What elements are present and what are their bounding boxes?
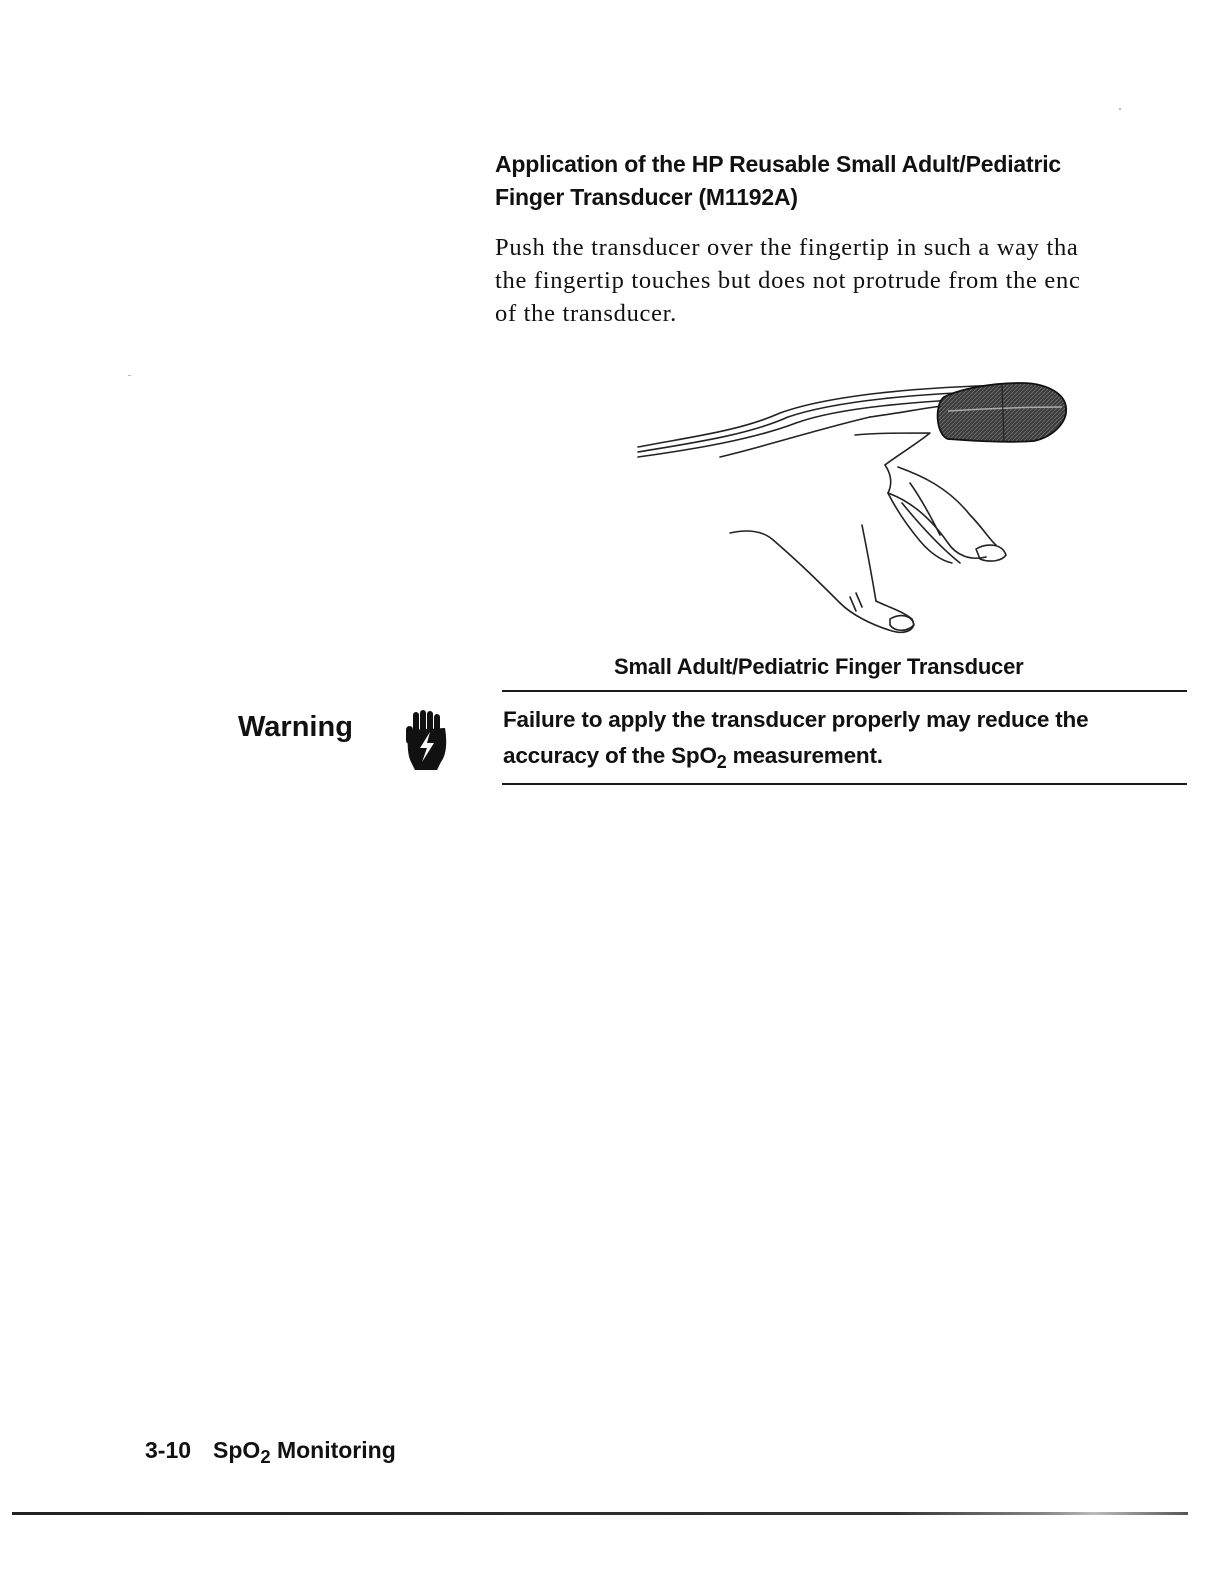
warning-message-line-2-end: measurement. — [726, 743, 883, 768]
footer-divider — [12, 1512, 1188, 1515]
finger-transducer-sleeve — [938, 383, 1067, 442]
chapter-title-start: SpO — [213, 1437, 261, 1463]
warning-message-subscript: 2 — [716, 752, 727, 773]
section-heading-line-2: Finger Transducer (M1192A) — [495, 184, 798, 210]
warning-top-divider — [502, 690, 1187, 692]
scan-speck — [1119, 108, 1121, 110]
warning-message — [503, 702, 1193, 774]
hand-with-finger-transducer-illustration — [630, 375, 1080, 650]
hand-lightning-warning-icon — [403, 710, 449, 772]
chapter-title-subscript: 2 — [260, 1446, 271, 1468]
section-heading-line-1: Application of the HP Reusable Small Adult/Pediatric — [495, 151, 1061, 177]
page-number: 3-10 — [145, 1437, 192, 1463]
scan-speck — [128, 375, 131, 376]
figure-caption: Small Adult/Pediatric Finger Transducer — [614, 654, 1024, 679]
section-heading — [495, 148, 1195, 214]
instruction-paragraph — [495, 231, 1195, 330]
chapter-title-end: Monitoring — [270, 1437, 396, 1463]
warning-message-line-2-start: accuracy of the SpO — [503, 743, 717, 768]
instruction-line-1: Push the transducer over the fingertip in such a way tha — [495, 234, 1079, 261]
warning-message-line-1: Failure to apply the transducer properly may reduce the — [503, 707, 1089, 732]
warning-bottom-divider — [502, 783, 1187, 785]
instruction-line-3: of the transducer. — [495, 300, 677, 327]
warning-label: Warning — [238, 711, 353, 743]
instruction-line-2: the fingertip touches but does not protrude from the enc — [495, 267, 1081, 294]
page-footer — [145, 1434, 396, 1466]
warning-message-line-2 — [503, 738, 1193, 774]
